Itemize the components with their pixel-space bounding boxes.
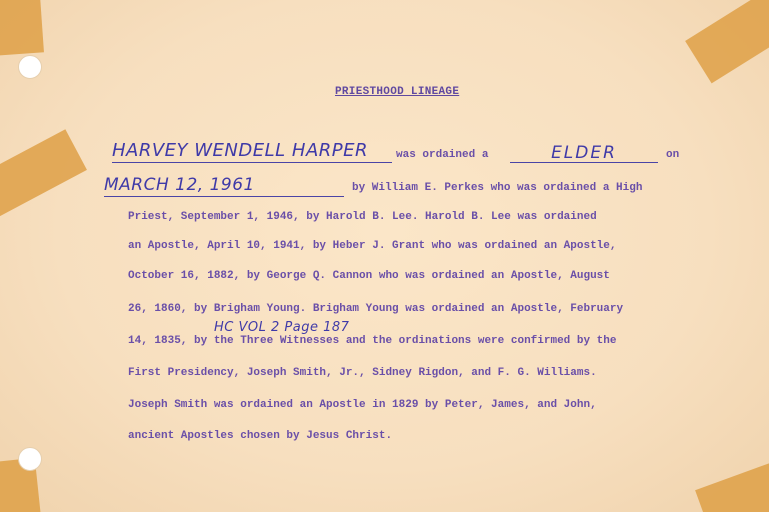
- date-field: [104, 175, 344, 197]
- typed-line: October 16, 1882, by George Q. Cannon who was ordained an Apostle, August: [128, 270, 610, 282]
- typed-line: ancient Apostles chosen by Jesus Christ.: [128, 430, 393, 442]
- tape-strip: [685, 0, 769, 83]
- handwritten-name: HARVEY WENDELL HARPER: [112, 140, 368, 161]
- typed-line: First Presidency, Joseph Smith, Jr., Sidney Rigdon, and F. G. Williams.: [128, 367, 597, 379]
- handwritten-office: ELDER: [551, 143, 617, 163]
- punch-hole: [18, 55, 42, 79]
- typed-line: Joseph Smith was ordained an Apostle in 1829 by Peter, James, and John,: [128, 399, 597, 411]
- tape-strip: [0, 0, 44, 56]
- name-field: [112, 140, 392, 163]
- office-field: [510, 143, 658, 163]
- handwritten-date: MARCH 12, 1961: [104, 175, 255, 195]
- typed-line: an Apostle, April 10, 1941, by Heber J. Grant who was ordained an Apostle,: [128, 240, 617, 252]
- typed-line: by William E. Perkes who was ordained a High: [352, 182, 643, 194]
- typed-line: Priest, September 1, 1946, by Harold B. Lee. Harold B. Lee was ordained: [128, 211, 597, 223]
- typed-text: on: [666, 149, 680, 161]
- handwritten-annotation: HC VOL 2 Page 187: [214, 320, 350, 335]
- typed-line: 14, 1835, by the Three Witnesses and the ordinations were confirmed by the: [128, 335, 617, 347]
- tape-strip: [0, 129, 87, 217]
- typed-line: 26, 1860, by Brigham Young. Brigham Young was ordained an Apostle, February: [128, 303, 624, 315]
- page-title: PRIESTHOOD LINEAGE: [335, 86, 460, 98]
- punch-hole: [18, 447, 42, 471]
- typed-text: was ordained a: [396, 149, 489, 161]
- tape-strip: [695, 453, 769, 512]
